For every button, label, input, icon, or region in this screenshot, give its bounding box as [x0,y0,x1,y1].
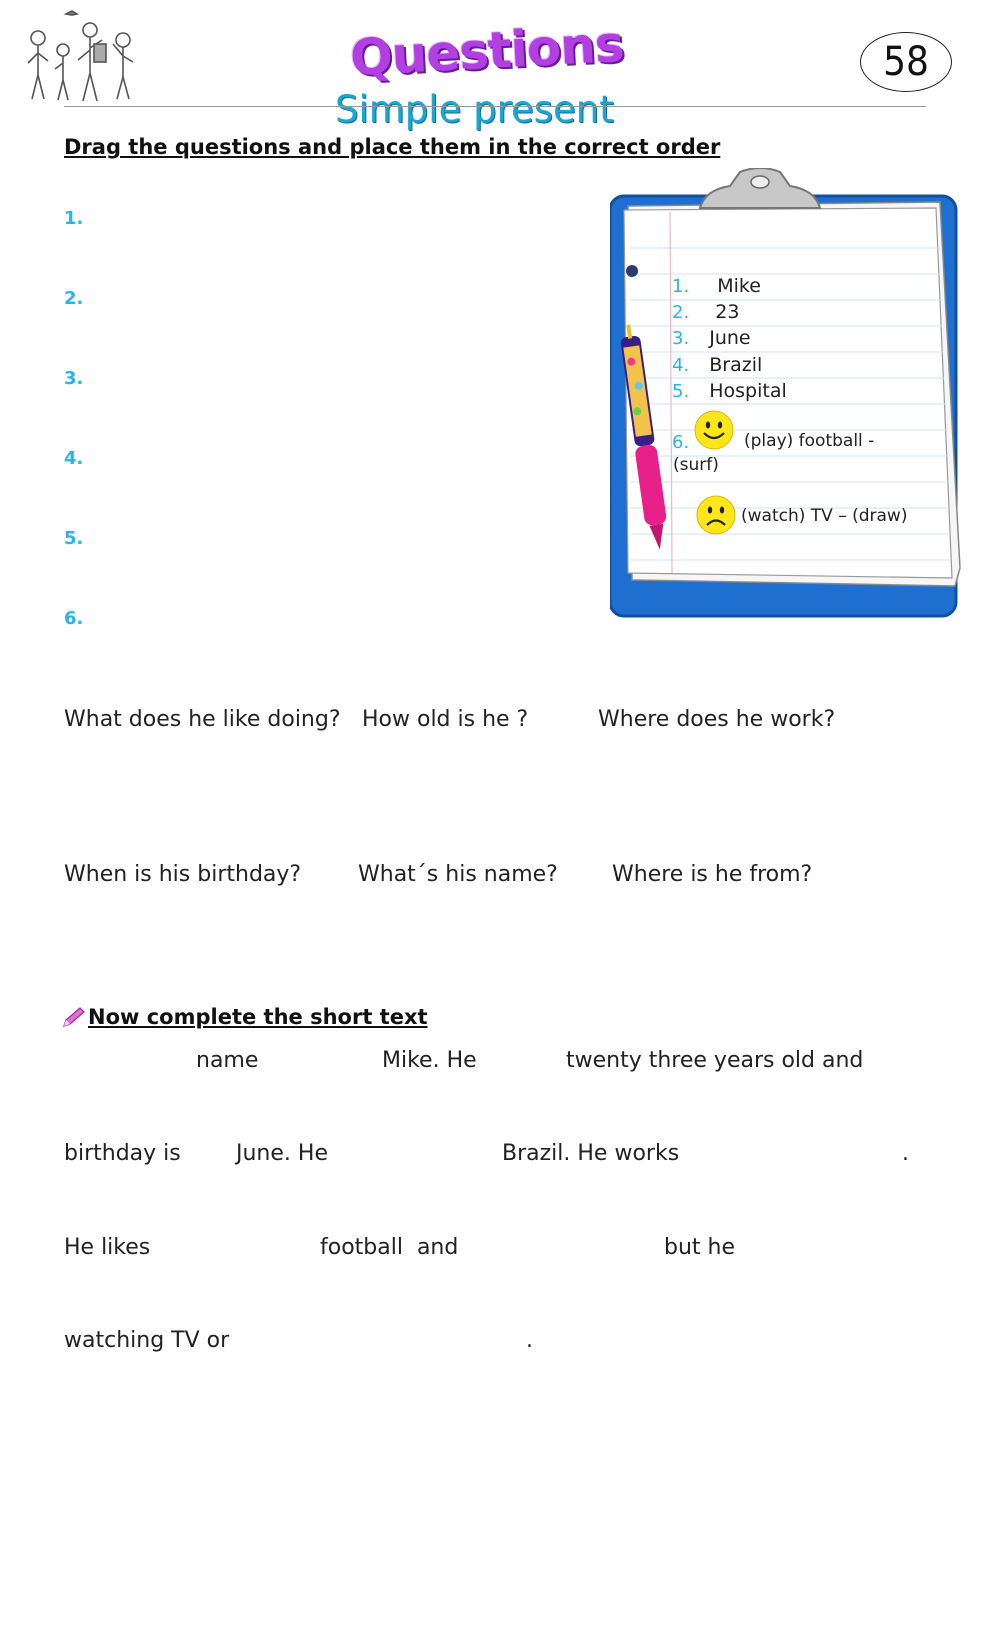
text-fragment: Brazil. He works [502,1141,680,1166]
clipboard-value: Brazil [709,354,763,376]
clipboard-item-5 [672,380,787,402]
instruction-complete: Now complete the short text [88,1005,428,1029]
likes-text-2: (surf) [673,455,719,475]
clipboard-item-3 [672,327,751,349]
clipboard-item-1 [672,275,761,297]
question-card-birthday[interactable]: When is his birthday? [64,862,302,887]
text-fragment: Mike. He [382,1048,477,1073]
happy-face-icon [694,410,734,450]
clipboard-num-6: 6. [672,432,690,453]
text-fragment: . [526,1328,533,1353]
text-fragment: He likes [64,1235,151,1260]
clipboard-value: Hospital [709,380,787,402]
answer-slot-1[interactable]: 1. [64,208,84,229]
clipboard-num: 5. [672,381,690,402]
clipboard-num: 4. [672,355,690,376]
answer-slot-4[interactable]: 4. [64,448,84,469]
clipboard-value: June [709,327,751,349]
clipboard-value: 23 [715,301,740,323]
text-fragment: name [196,1048,259,1073]
page-subtitle: Simple present [335,88,614,131]
question-card-like-doing[interactable]: What does he like doing? [64,707,341,732]
clipboard-num: 1. [672,276,690,297]
text-fragment: twenty three years old and [566,1048,864,1073]
answer-slot-3[interactable]: 3. [64,368,84,389]
clipboard-illustration [610,168,990,623]
answer-slot-2[interactable]: 2. [64,288,84,309]
kids-illustration [18,8,148,106]
instruction-drag: Drag the questions and place them in the correct order [64,135,721,159]
clipboard-item-2 [672,301,739,323]
likes-text: (play) football - [744,431,875,451]
header-divider [64,106,926,107]
page-number-badge [860,32,952,92]
text-fragment: but he [664,1235,736,1260]
text-fragment: June. He [236,1141,328,1166]
page-number: 58 [883,39,929,85]
answer-slot-5[interactable]: 5. [64,528,84,549]
clipboard-num: 2. [672,302,690,323]
text-fragment: watching TV or [64,1328,230,1353]
question-card-how-old[interactable]: How old is he ? [362,707,529,732]
clipboard-item-4 [672,354,762,376]
question-card-name[interactable]: What´s his name? [358,862,558,887]
clipboard-num: 3. [672,328,690,349]
question-card-where-from[interactable]: Where is he from? [612,862,813,887]
text-fragment: . [902,1141,909,1166]
clipboard-value: Mike [717,275,761,297]
page-title: Questions [348,14,625,88]
sad-face-icon [696,495,736,535]
dislikes-text: (watch) TV – (draw) [741,506,908,526]
text-fragment: birthday is [64,1141,181,1166]
answer-slot-6[interactable]: 6. [64,608,84,629]
text-fragment: football and [320,1235,459,1260]
pencil-icon [62,1006,86,1028]
question-card-where-work[interactable]: Where does he work? [598,707,836,732]
